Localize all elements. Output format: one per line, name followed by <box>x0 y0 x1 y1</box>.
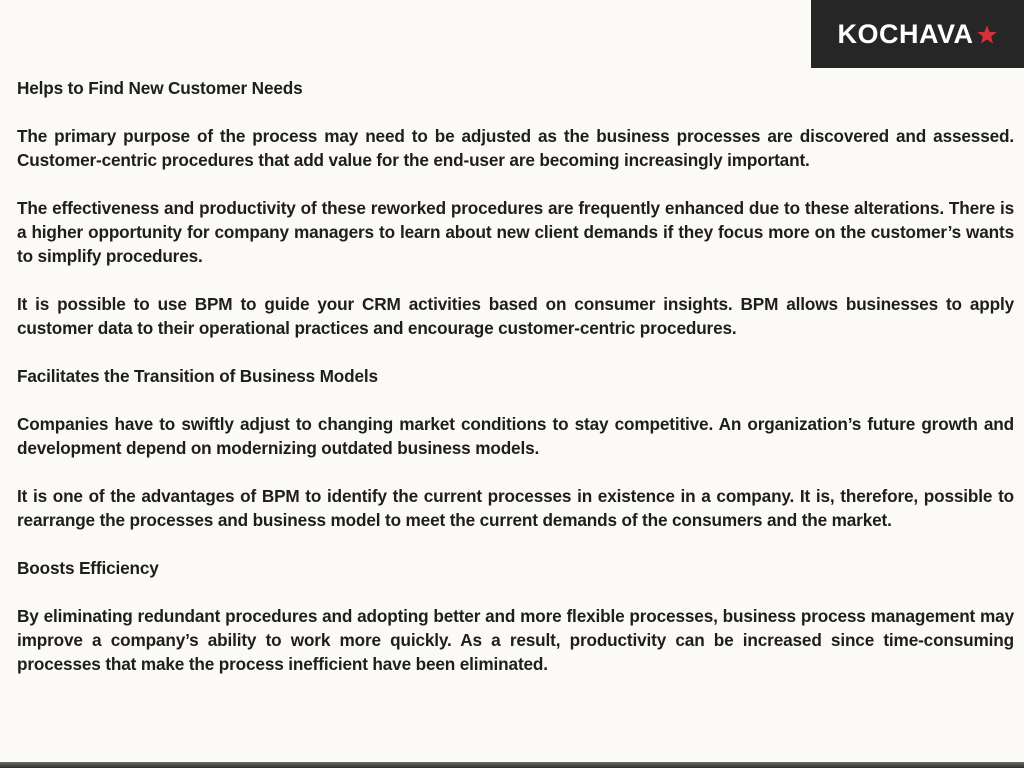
paragraph: Companies have to swiftly adjust to changing market conditions to stay competitive. An organization’s future growth and development depend on modernizing outdated business models. <box>17 414 1014 458</box>
bottom-border <box>0 762 1024 768</box>
paragraph: The effectiveness and productivity of these reworked procedures are frequently enhanced due to these alterations. There is a higher opportunity for company managers to learn about new client demands if they focus more on the customer’s wants to simplify procedures. <box>17 198 1014 266</box>
spacer <box>17 580 1014 604</box>
paragraph: By eliminating redundant procedures and adopting better and more flexible processes, business process management may improve a company’s ability to work more quickly. As a result, productivity can be increased since time-consuming processes that make the process inefficient have been eliminated. <box>17 606 1014 674</box>
section-heading-business-models: Facilitates the Transition of Business Models <box>17 366 378 386</box>
logo-text: KOCHAVA <box>837 18 974 49</box>
star-icon <box>976 24 998 46</box>
paragraph: It is possible to use BPM to guide your CRM activities based on consumer insights. BPM allows businesses to apply customer data to their operational practices and encourage customer-centric procedures. <box>17 294 1014 338</box>
spacer <box>17 460 1014 484</box>
section-heading-boosts-efficiency: Boosts Efficiency <box>17 558 159 578</box>
spacer <box>17 388 1014 412</box>
kochava-logo <box>811 0 1024 68</box>
spacer <box>17 340 1014 364</box>
spacer <box>17 268 1014 292</box>
document-body <box>17 76 1014 676</box>
paragraph: It is one of the advantages of BPM to identify the current processes in existence in a company. It is, therefore, possible to rearrange the processes and business model to meet the current demands of the consumers and the market. <box>17 486 1014 530</box>
paragraph: The primary purpose of the process may need to be adjusted as the business processes are discovered and assessed. Customer-centric procedures that add value for the end-user are becoming increasingly important. <box>17 126 1014 170</box>
spacer <box>17 532 1014 556</box>
spacer <box>17 172 1014 196</box>
spacer <box>17 100 1014 124</box>
section-heading-customer-needs: Helps to Find New Customer Needs <box>17 78 303 98</box>
